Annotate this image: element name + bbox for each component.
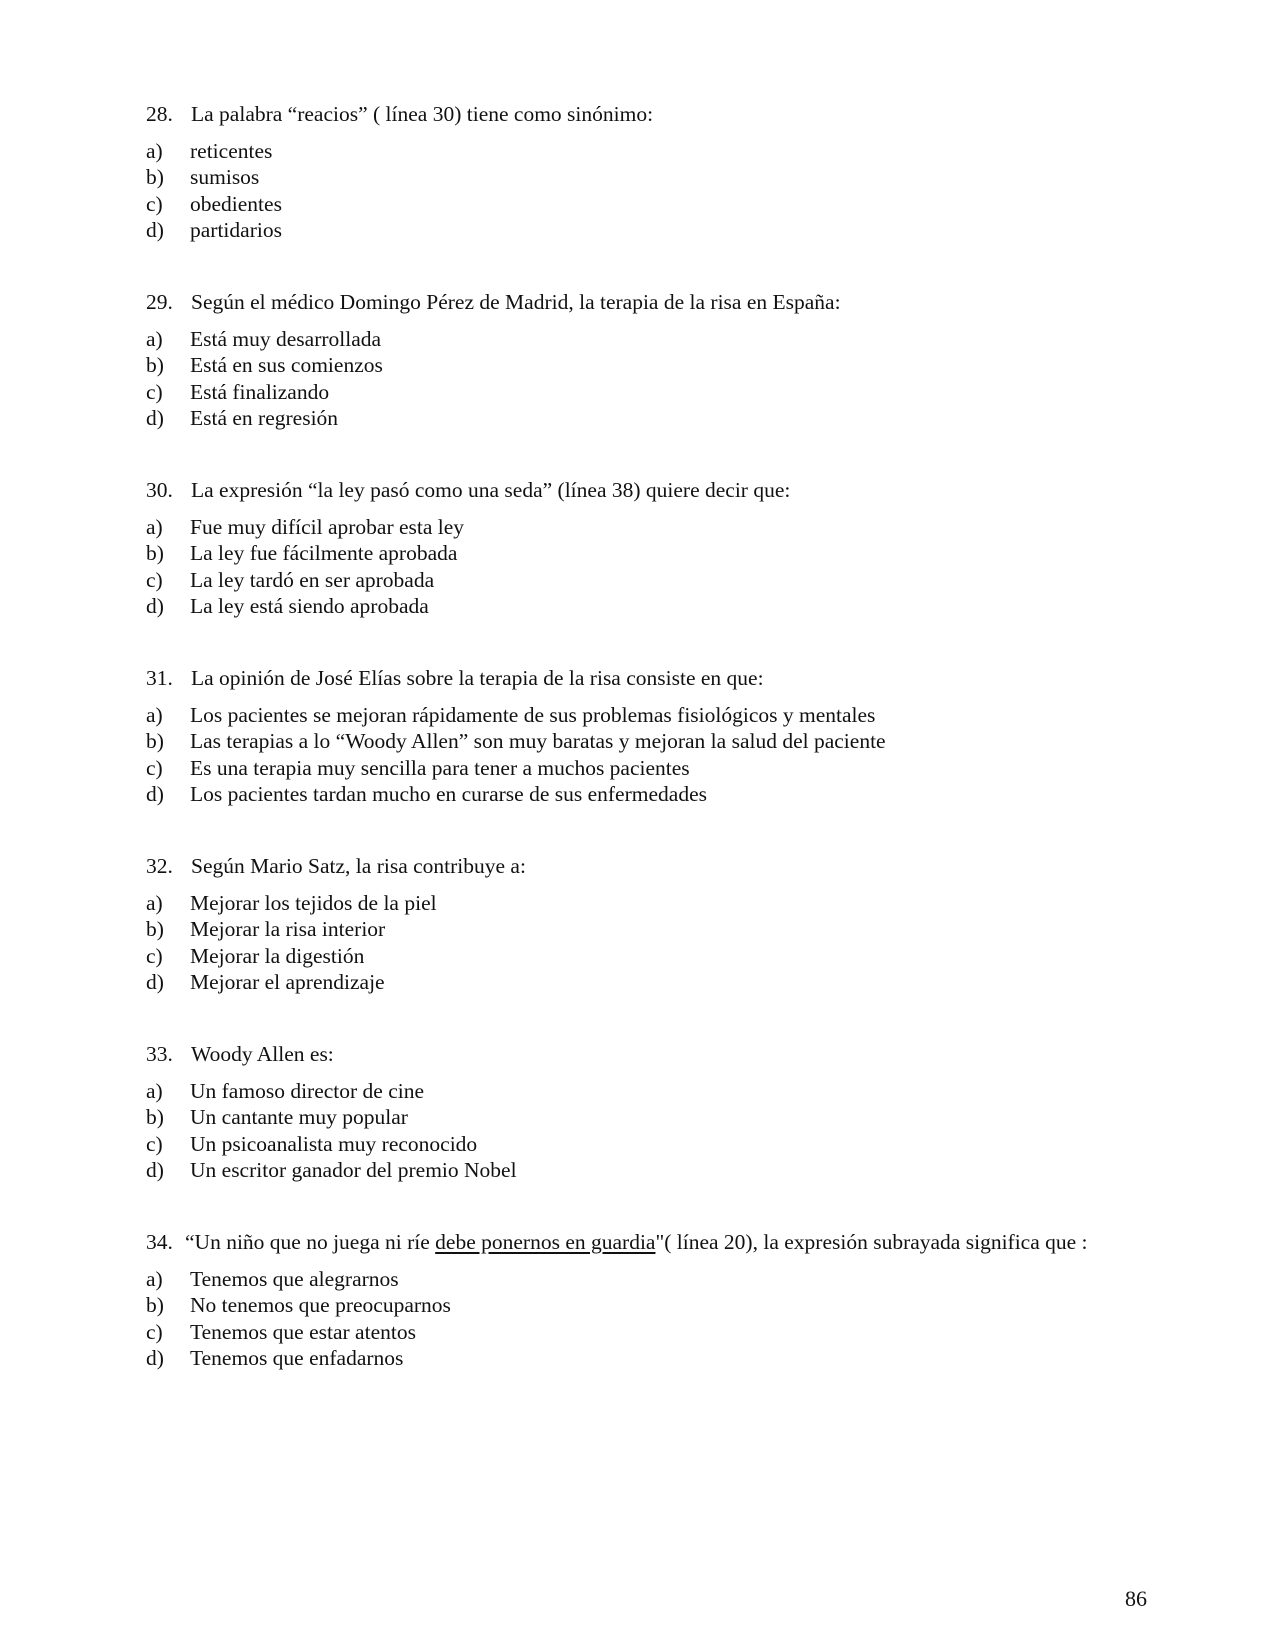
option-c: c) Es una terapia muy sencilla para tener a muchos pacientes [146,755,690,780]
option-c: c) Tenemos que estar atentos [146,1319,416,1344]
question-text: Según el médico Domingo Pérez de Madrid, la terapia de la risa en España: [191,290,841,314]
question-stem [146,854,1156,890]
question-text: Según Mario Satz, la risa contribuye a: [191,854,526,878]
question-number: 33. [146,1042,173,1066]
option-d: d) La ley está siendo aprobada [146,593,429,618]
question-number: 32. [146,854,173,878]
option-a: a) Un famoso director de cine [146,1079,425,1103]
option-d: d) Un escritor ganador del premio Nobel [146,1157,517,1182]
question-stem [146,102,1156,138]
option-b: b) Un cantante muy popular [146,1105,408,1130]
option-d: d) Los pacientes tardan mucho en curarse de sus enfermedades [146,781,707,806]
question-number: 30. [146,478,173,502]
question-stem [146,1230,1156,1266]
question-29 [146,290,1156,431]
question-number: 29. [146,290,173,314]
question-text: La palabra “reacios” ( línea 30) tiene como sinónimo: [191,102,654,126]
option-d: d) Tenemos que enfadarnos [146,1345,404,1370]
underlined-expression: debe ponernos en guardia [435,1230,656,1254]
option-d: d) Mejorar el aprendizaje [146,969,385,994]
question-text: Woody Allen es: [191,1042,334,1066]
option-c: c) Está finalizando [146,379,330,404]
option-a: a) Está muy desarrollada [146,327,382,351]
option-a: a) reticentes [146,139,273,163]
option-a: a) Tenemos que alegrarnos [146,1267,399,1291]
question-28 [146,102,1156,243]
option-b: b) sumisos [146,165,260,190]
question-stem [146,666,1156,702]
option-b: b) Mejorar la risa interior [146,917,386,942]
option-a: a) Los pacientes se mejoran rápidamente de sus problemas fisiológicos y mentales [146,703,876,727]
option-b: b) Está en sus comienzos [146,353,383,378]
option-c: c) La ley tardó en ser aprobada [146,567,435,592]
question-30 [146,478,1156,619]
question-number: 28. [146,102,173,126]
option-d: d) partidarios [146,217,282,242]
option-c: c) Mejorar la digestión [146,943,365,968]
option-b: b) No tenemos que preocuparnos [146,1293,451,1318]
option-a: a) Mejorar los tejidos de la piel [146,891,437,915]
option-c: c) obedientes [146,191,282,216]
question-stem [146,290,1156,326]
option-b: b) Las terapias a lo “Woody Allen” son muy baratas y mejoran la salud del paciente [146,729,886,754]
option-d: d) Está en regresión [146,405,339,430]
page-number: 86 [1125,1586,1147,1611]
question-text: “Un niño que no juega ni ríe debe ponernos en guardia"( línea 20), la expresión subrayada significa que : [185,1230,1088,1254]
question-number: 34. [146,1230,173,1254]
question-32 [146,854,1156,995]
question-31 [146,666,1156,807]
option-b: b) La ley fue fácilmente aprobada [146,541,458,566]
question-text: La expresión “la ley pasó como una seda” (línea 38) quiere decir que: [191,478,791,502]
question-number: 31. [146,666,173,690]
option-a: a) Fue muy difícil aprobar esta ley [146,515,465,539]
question-text: La opinión de José Elías sobre la terapia de la risa consiste en que: [191,666,764,690]
question-34 [146,1230,1156,1371]
option-c: c) Un psicoanalista muy reconocido [146,1131,478,1156]
question-33 [146,1042,1156,1183]
question-stem [146,478,1156,514]
question-stem [146,1042,1156,1078]
